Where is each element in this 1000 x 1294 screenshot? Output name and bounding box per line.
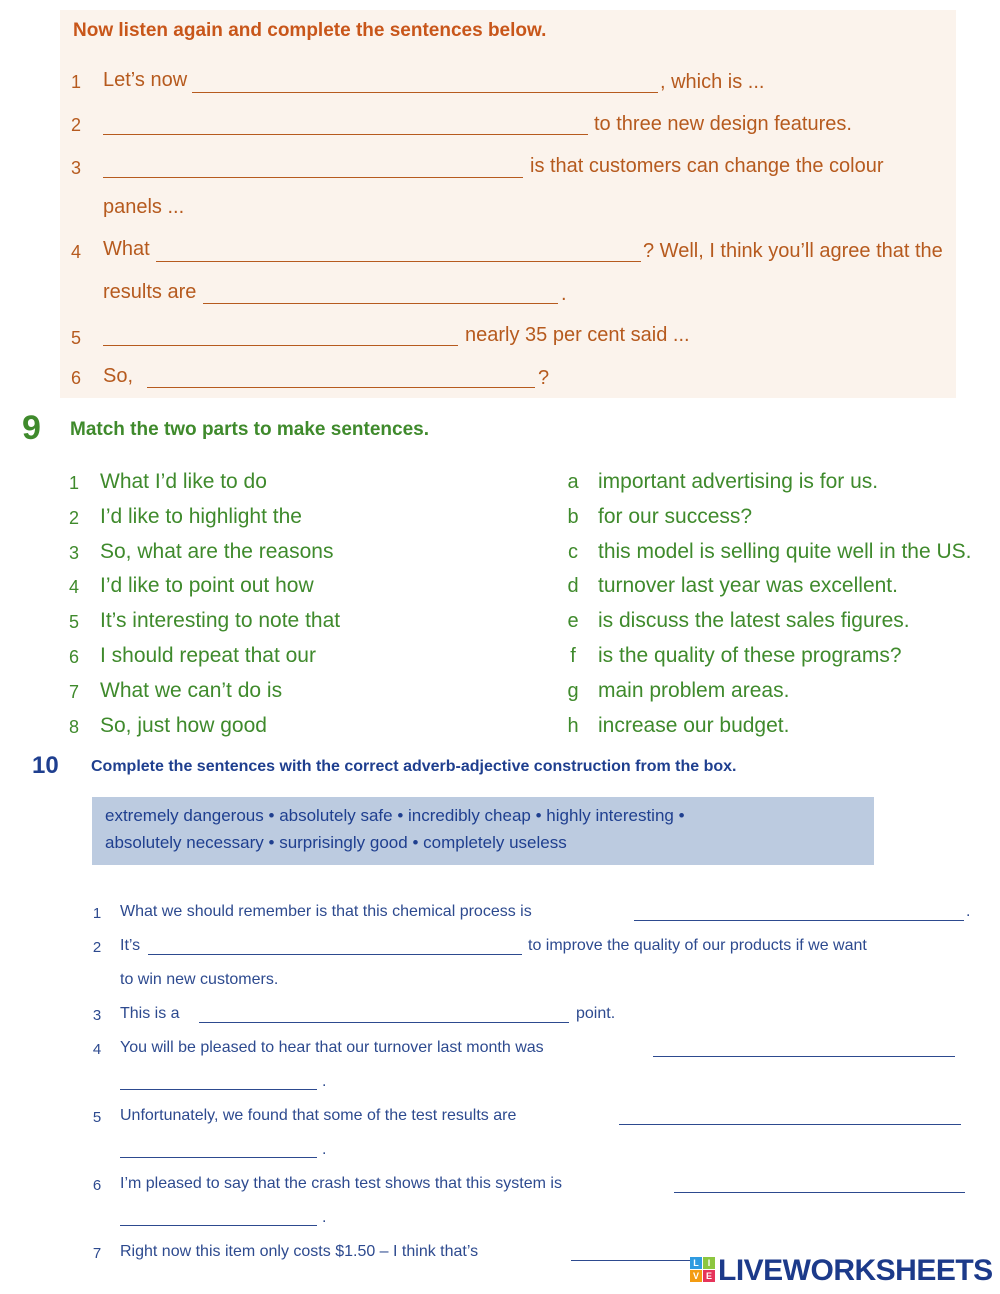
listen-item-3-blank[interactable] — [103, 177, 523, 178]
ex9-left-phrase: I’d like to highlight the — [100, 505, 302, 528]
ex10-item-5-blank-1[interactable] — [619, 1124, 961, 1125]
logo-text: LIVEWORKSHEETS — [718, 1254, 993, 1287]
ex10-item-4-number: 4 — [92, 1041, 102, 1058]
listen-item-1-blank[interactable] — [192, 92, 658, 93]
listen-item-4-text-end: . — [561, 283, 567, 305]
ex10-item-4-text: You will be pleased to hear that our turnover last month was — [120, 1039, 544, 1056]
listen-title: Now listen again and complete the sentences below. — [73, 20, 547, 41]
listen-item-4-blank-1[interactable] — [156, 261, 641, 262]
ex10-item-5-text: Unfortunately, we found that some of the test results are — [120, 1107, 517, 1124]
ex9-right-letter: c — [568, 541, 578, 563]
logo-tile-e: E — [703, 1270, 715, 1282]
ex9-left-number: 8 — [68, 717, 79, 737]
word-box-item: absolutely safe — [279, 806, 393, 825]
ex9-right-phrase: main problem areas. — [598, 679, 790, 702]
ex10-item-3-end: point. — [576, 1005, 616, 1022]
ex9-right-phrase: is discuss the latest sales figures. — [598, 609, 910, 632]
ex10-item-6-blank-2[interactable] — [120, 1225, 317, 1226]
ex9-left-number: 2 — [68, 508, 79, 528]
ex9-left-number: 3 — [68, 543, 79, 563]
listen-item-4-text-mid: ? Well, I think you’ll agree that the — [643, 240, 943, 262]
ex10-item-4-end: . — [322, 1073, 327, 1090]
ex10-item-6-text: I’m pleased to say that the crash test shows that this system is — [120, 1175, 562, 1192]
logo-tile-l: L — [690, 1257, 702, 1269]
ex10-item-1-text: What we should remember is that this chemical process is — [120, 903, 532, 920]
listen-item-6-text: So, — [103, 365, 134, 387]
ex10-item-4-blank-2[interactable] — [120, 1089, 317, 1090]
ex9-left-phrase: So, just how good — [100, 714, 267, 737]
word-box-line-2 — [105, 833, 567, 853]
bullet: • — [535, 806, 542, 825]
ex10-item-4-blank-1[interactable] — [653, 1056, 955, 1057]
listen-item-3-number: 3 — [70, 158, 81, 178]
ex9-number: 9 — [22, 409, 41, 447]
ex9-right-letter: f — [570, 645, 576, 667]
ex9-right-letter: h — [567, 715, 579, 737]
listen-item-3-text: is that customers can change the colour — [530, 155, 884, 177]
ex10-item-1-end: . — [966, 903, 971, 920]
listen-item-6-text-end: ? — [538, 367, 550, 389]
ex10-item-5-end: . — [322, 1141, 327, 1158]
ex10-item-2-number: 2 — [92, 939, 102, 956]
bullet: • — [397, 806, 404, 825]
logo-icon — [690, 1257, 716, 1283]
ex10-item-7-text: Right now this item only costs $1.50 – I think that’s — [120, 1243, 479, 1260]
word-box-item: incredibly cheap — [408, 806, 531, 825]
ex9-right-phrase: important advertising is for us. — [598, 470, 879, 493]
ex9-left-phrase: I should repeat that our — [100, 644, 316, 667]
ex10-item-2-text: It’s — [120, 937, 141, 954]
listen-item-2-blank[interactable] — [103, 134, 588, 135]
ex10-item-6-end: . — [322, 1209, 327, 1226]
ex10-item-2-text-mid: to improve the quality of our products if we want — [528, 937, 867, 954]
ex9-left-number: 7 — [68, 682, 79, 702]
ex9-left-phrase: So, what are the reasons — [100, 540, 334, 563]
logo-tile-i: I — [703, 1257, 715, 1269]
ex10-item-5-number: 5 — [92, 1109, 102, 1126]
ex9-title: Match the two parts to make sentences. — [70, 419, 429, 440]
ex10-item-5-blank-2[interactable] — [120, 1157, 317, 1158]
listen-item-6-number: 6 — [70, 368, 81, 388]
listen-item-5-number: 5 — [70, 328, 81, 348]
ex9-right-letter: e — [567, 610, 579, 632]
listen-item-6-blank[interactable] — [147, 387, 535, 388]
ex10-item-3-blank[interactable] — [199, 1022, 569, 1023]
ex10-number: 10 — [32, 752, 59, 779]
ex10-item-7-blank[interactable] — [571, 1260, 691, 1261]
word-box-item: surprisingly good — [279, 833, 408, 852]
word-box — [92, 797, 874, 865]
listen-item-1-text: Let’s now — [103, 69, 188, 91]
ex9-left-number: 1 — [68, 473, 79, 493]
ex10-item-2-text-cont: to win new customers. — [120, 971, 279, 988]
word-box-item: extremely dangerous — [105, 806, 264, 825]
ex9-right-phrase: this model is selling quite well in the US. — [598, 540, 972, 563]
listen-item-3-text-cont: panels ... — [103, 196, 185, 218]
ex10-item-1-number: 1 — [92, 905, 102, 922]
ex9-left-number: 5 — [68, 612, 79, 632]
word-box-item: highly interesting — [546, 806, 674, 825]
ex10-item-6-number: 6 — [92, 1177, 102, 1194]
listen-item-1-number: 1 — [70, 72, 81, 92]
ex10-title: Complete the sentences with the correct adverb-adjective construction from the box. — [91, 758, 737, 775]
ex9-right-phrase: is the quality of these programs? — [598, 644, 902, 667]
listen-item-4-text: What — [103, 238, 150, 260]
ex9-right-letter: d — [567, 575, 579, 597]
listen-item-2-number: 2 — [70, 115, 81, 135]
listen-item-4-text-cont: results are — [103, 281, 197, 303]
ex9-right-phrase: for our success? — [598, 505, 753, 528]
ex10-item-7-number: 7 — [92, 1245, 102, 1262]
ex10-item-6-blank-1[interactable] — [674, 1192, 965, 1193]
ex9-left-phrase: It’s interesting to note that — [100, 609, 341, 632]
ex9-right-letter: a — [567, 471, 579, 493]
listen-item-1-text-end: , which is ... — [660, 71, 765, 93]
word-box-line-1 — [105, 806, 685, 826]
ex9-left-phrase: What I’d like to do — [100, 470, 267, 493]
listen-item-4-number: 4 — [70, 242, 81, 262]
listen-item-5-text: nearly 35 per cent said ... — [465, 324, 690, 346]
ex10-item-1-blank[interactable] — [634, 920, 964, 921]
listen-item-5-blank[interactable] — [103, 345, 458, 346]
ex9-left-phrase: I’d like to point out how — [100, 574, 314, 597]
bullet: • — [678, 806, 685, 825]
logo-tile-v: V — [690, 1270, 702, 1282]
ex9-right-letter: g — [567, 680, 579, 702]
bullet: • — [268, 833, 275, 852]
ex9-left-phrase: What we can’t do is — [100, 679, 283, 702]
ex9-right-letter: b — [567, 506, 579, 528]
ex10-item-3-number: 3 — [92, 1007, 102, 1024]
ex10-item-2-blank[interactable] — [148, 954, 522, 955]
ex9-right-phrase: turnover last year was excellent. — [598, 574, 898, 597]
listen-item-4-blank-2[interactable] — [203, 303, 558, 304]
word-box-item: absolutely necessary — [105, 833, 264, 852]
ex9-right-phrase: increase our budget. — [598, 714, 790, 737]
bullet: • — [268, 806, 275, 825]
word-box-item: completely useless — [423, 833, 567, 852]
bullet: • — [412, 833, 419, 852]
ex9-left-number: 4 — [68, 577, 79, 597]
ex9-left-number: 6 — [68, 647, 79, 667]
listen-item-2-text: to three new design features. — [594, 113, 852, 135]
ex10-item-3-text: This is a — [120, 1005, 180, 1022]
